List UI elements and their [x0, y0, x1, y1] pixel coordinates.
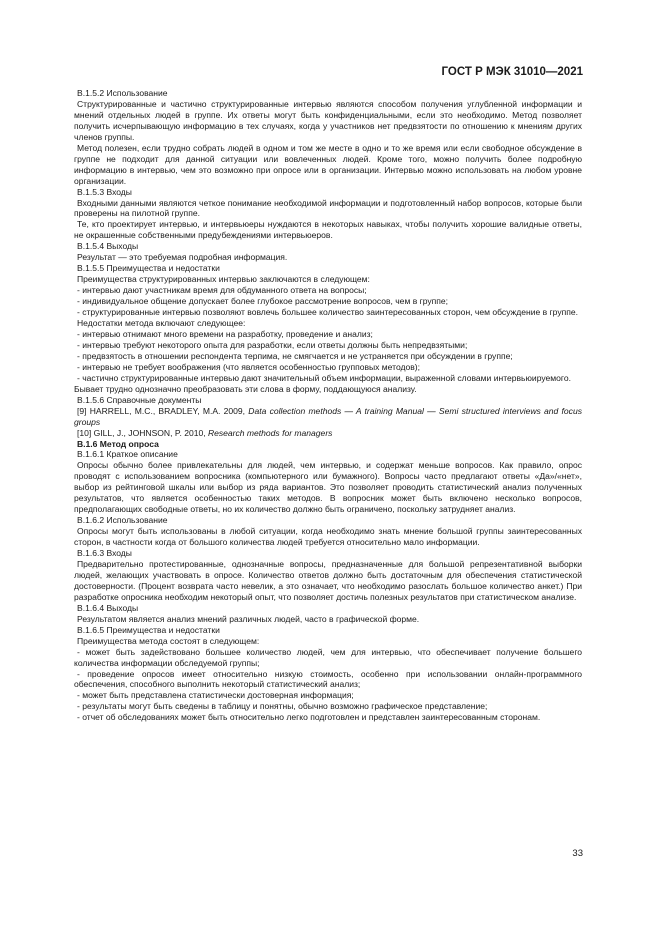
section-heading-bold: B.1.6 Метод опроса	[77, 438, 159, 449]
list-item: - отчет об обследованиях может быть относительно легко подготовлен и представлен заинтересованным сторонам.	[77, 712, 541, 723]
list-item: - может быть представлена статистически достоверная информация;	[77, 690, 354, 701]
reference-9	[74, 406, 582, 428]
list-item: - может быть задействовано большее количество людей, чем для интервью, что обеспечивает получение большего количества информации обследуемой группы;	[74, 646, 582, 668]
paragraph: Результат — это требуемая подробная информация.	[77, 252, 288, 263]
section-heading: B.1.5.3 Входы	[77, 186, 132, 197]
list-item: - интервью требуют некоторого опыта для разработки, если ответы должны быть непредвзятыми;	[77, 339, 468, 350]
reference-title: Research methods for managers	[207, 427, 333, 438]
document-body	[74, 88, 582, 723]
reference-10	[74, 428, 582, 439]
paragraph: Опросы могут быть использованы в любой ситуации, когда необходимо знать мнение большой группы заинтересованных сторон, в частности когда от большого количества людей требуется относительно мало информации.	[74, 526, 582, 548]
section-heading: B.1.6.3 Входы	[77, 548, 132, 559]
paragraph: Те, кто проектирует интервью, и интервьюеры нуждаются в некоторых навыках, чтобы получить хорошие валидные ответы, не окрашенные собственными предубеждениями интервьюеров.	[74, 219, 582, 241]
section-heading: B.1.6.5 Преимущества и недостатки	[77, 624, 220, 635]
paragraph: Опросы обычно более привлекательны для людей, чем интервью, и содержат меньше вопросов. Как правило, опрос проводят с использованием вопросника (компьютерного или бумажного). Вопросы часто предлагают ответы «Да»/«нет», выбор из рейтинговой шкалы или выбор из ряда вариантов. Это позволяет проводить статистический анализ полученных результатов, что является особенностью таких методов. В вопросник может быть включено несколько вопросов, предполагающих свободные ответы, но их количество должно быть ограничено, поскольку затрудняет анализ.	[74, 460, 582, 515]
section-heading: B.1.5.4 Выходы	[77, 241, 139, 252]
list-intro: Преимущества структурированных интервью заключаются в следующем:	[77, 274, 370, 285]
section-heading: B.1.5.5 Преимущества и недостатки	[77, 263, 220, 274]
document-standard-number: ГОСТ Р МЭК 31010—2021	[441, 66, 583, 78]
paragraph: Предварительно протестированные, однозначные вопросы, предназначенные для большой репрезентативной выборки людей, желающих участвовать в опросе. Количество ответов должно быть достаточным для обеспечения статистической достоверности. (Процент возврата часто невелик, а это означает, что необходимо разослать большое количество анкет.) При разработке опросника необходим некоторый опыт, что позволяет достичь полезных результатов при статистическом анализе.	[74, 558, 582, 602]
paragraph: Структурированные и частично структурированные интервью являются способом получения углубленной информации и мнений отдельных людей в группе. Их ответы могут быть конфиденциальными, если это необходимо. Метод позволяет получить исчерпывающую информацию в тех случаях, когда у участников нет предвзятости по отношению к мнениям других членов группы.	[74, 98, 582, 142]
list-item: - проведение опросов имеет относительно низкую стоимость, особенно при использовании онлайн-программного обеспечения, способного выполнить некоторый статистический анализ;	[74, 668, 582, 690]
list-item: - предвзятость в отношении респондента терпима, не смягчается и не устраняется при обсуждении в группе;	[77, 350, 513, 361]
page-number: 33	[572, 848, 583, 859]
paragraph: Результатом является анализ мнений различных людей, часто в графической форме.	[77, 613, 420, 624]
list-item: - интервью дают участникам время для обдуманного ответа на вопросы;	[77, 285, 367, 296]
paragraph: Метод полезен, если трудно собрать людей в одном и том же месте в одно и то же время или если свободное обсуждение в группе не подходит для данной ситуации или вовлеченных людей. Кроме того, можно получить более подробную информацию в интервью, чем это возможно при опросе или в организации. Интервью можно использовать на любом уровне организации.	[74, 142, 582, 186]
list-item: - частично структурированные интервью дают значительный объем информации, выраженной словами интервьюируемого. Бывает трудно однозначно преобразовать эти слова в форму, поддающуюся анализу.	[74, 372, 571, 394]
list-intro: Недостатки метода включают следующее:	[77, 318, 246, 329]
list-intro: Преимущества метода состоят в следующем:	[77, 635, 260, 646]
section-heading: B.1.6.1 Краткое описание	[77, 449, 178, 460]
list-item: - индивидуальное общение допускает более глубокое рассмотрение вопросов, чем в группе;	[77, 296, 449, 307]
section-heading: B.1.6.4 Выходы	[77, 602, 139, 613]
list-item: - интервью не требует воображения (что является особенностью групповых методов);	[77, 361, 421, 372]
list-item: - структурированные интервью позволяют вовлечь большее количество заинтересованных сторон, чем обсуждение в группе.	[77, 307, 578, 318]
list-item: - результаты могут быть сведены в таблицу и понятны, обычно возможно графическое представление;	[77, 701, 488, 712]
paragraph: Входными данными являются четкое понимание необходимой информации и подготовленный набор вопросов, которые были проверены на пилотной группе.	[74, 197, 582, 219]
reference-authors: [10] GILL, J., JOHNSON, P. 2010,	[77, 427, 208, 438]
list-item: - интервью отнимают много времени на разработку, проведение и анализ;	[77, 328, 373, 339]
reference-title: Data collection methods — A training Manual — Semi structured interviews and focus groups	[74, 405, 582, 427]
section-heading: B.1.6.2 Использование	[77, 515, 168, 526]
section-heading: B.1.5.2 Использование	[77, 88, 168, 98]
reference-authors: [9] HARRELL, M.C., BRADLEY, M.A. 2009,	[77, 405, 249, 416]
section-heading: B.1.5.6 Справочные документы	[77, 394, 202, 405]
